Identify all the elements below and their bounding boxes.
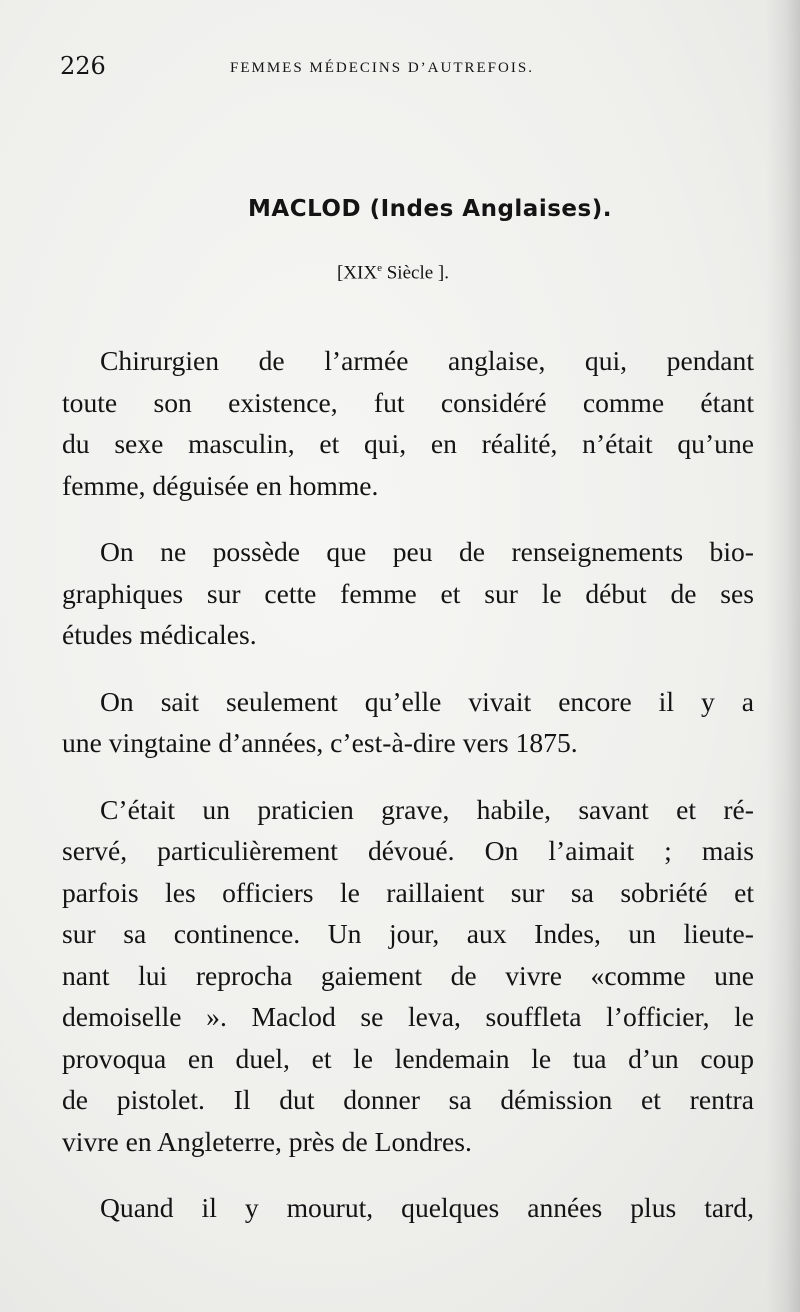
century-open: [XIX [336,262,378,284]
text-line: graphiques sur cette femme et sur le début de ses [62,577,754,609]
chapter-heading: MACLOD (Indes Anglaises). [248,196,612,222]
text-line: Quand il y mourut, quelques années plus tard, [100,1192,754,1223]
text-line: provoqua en duel, et le lendemain le tua d’un coup [62,1042,754,1074]
text-line: parfois les officiers le raillaient sur sa sobriété et [62,876,754,908]
paragraph [62,340,754,506]
paragraph-gap [62,764,754,789]
text-line: femme, déguisée en homme. [62,469,379,501]
running-head [60,52,760,88]
paragraph [62,789,754,1163]
text-line: sur sa continence. Un jour, aux Indes, un lieute- [62,918,754,949]
text-line: de pistolet. Il dut donner sa démission et rentra [62,1084,754,1115]
text-line: études médicales. [62,619,257,650]
text-line: une vingtaine d’années, c’est-à-dire vers 1875. [62,727,578,758]
paragraph [62,1187,754,1229]
text-line: C’était un praticien grave, habile, savant et ré- [100,793,754,825]
paragraph [62,531,754,656]
text-line: demoiselle ». Maclod se leva, souffleta l’officier, le [62,1001,754,1032]
paragraph-gap [62,656,754,681]
paragraph-gap [62,506,754,531]
text-line: On sait seulement qu’elle vivait encore il y a [100,685,754,717]
paragraph [62,681,754,764]
text-line: On ne possède que peu de renseignements bio- [100,536,754,567]
paragraph-gap [62,1162,754,1187]
century-superscript: e [377,262,382,274]
text-line: Chirurgien de l’armée anglaise, qui, pendant [100,345,754,376]
text-line: nant lui reprocha gaiement de vivre «comme une [62,959,754,991]
text-line: du sexe masculin, et qui, en réalité, n’était qu’une [62,428,754,459]
page-number: 226 [60,52,106,80]
century-rest: Siècle ]. [381,262,449,284]
text-line: vivre en Angleterre, près de Londres. [62,1125,472,1157]
body-text [62,340,754,1229]
running-title: FEMMES MÉDECINS D’AUTREFOIS. [230,60,534,76]
century-subheading [0,262,786,284]
text-line: toute son existence, fut considéré comme étant [62,386,754,418]
text-line: servé, particulièrement dévoué. On l’aimait ; mais [62,835,754,866]
